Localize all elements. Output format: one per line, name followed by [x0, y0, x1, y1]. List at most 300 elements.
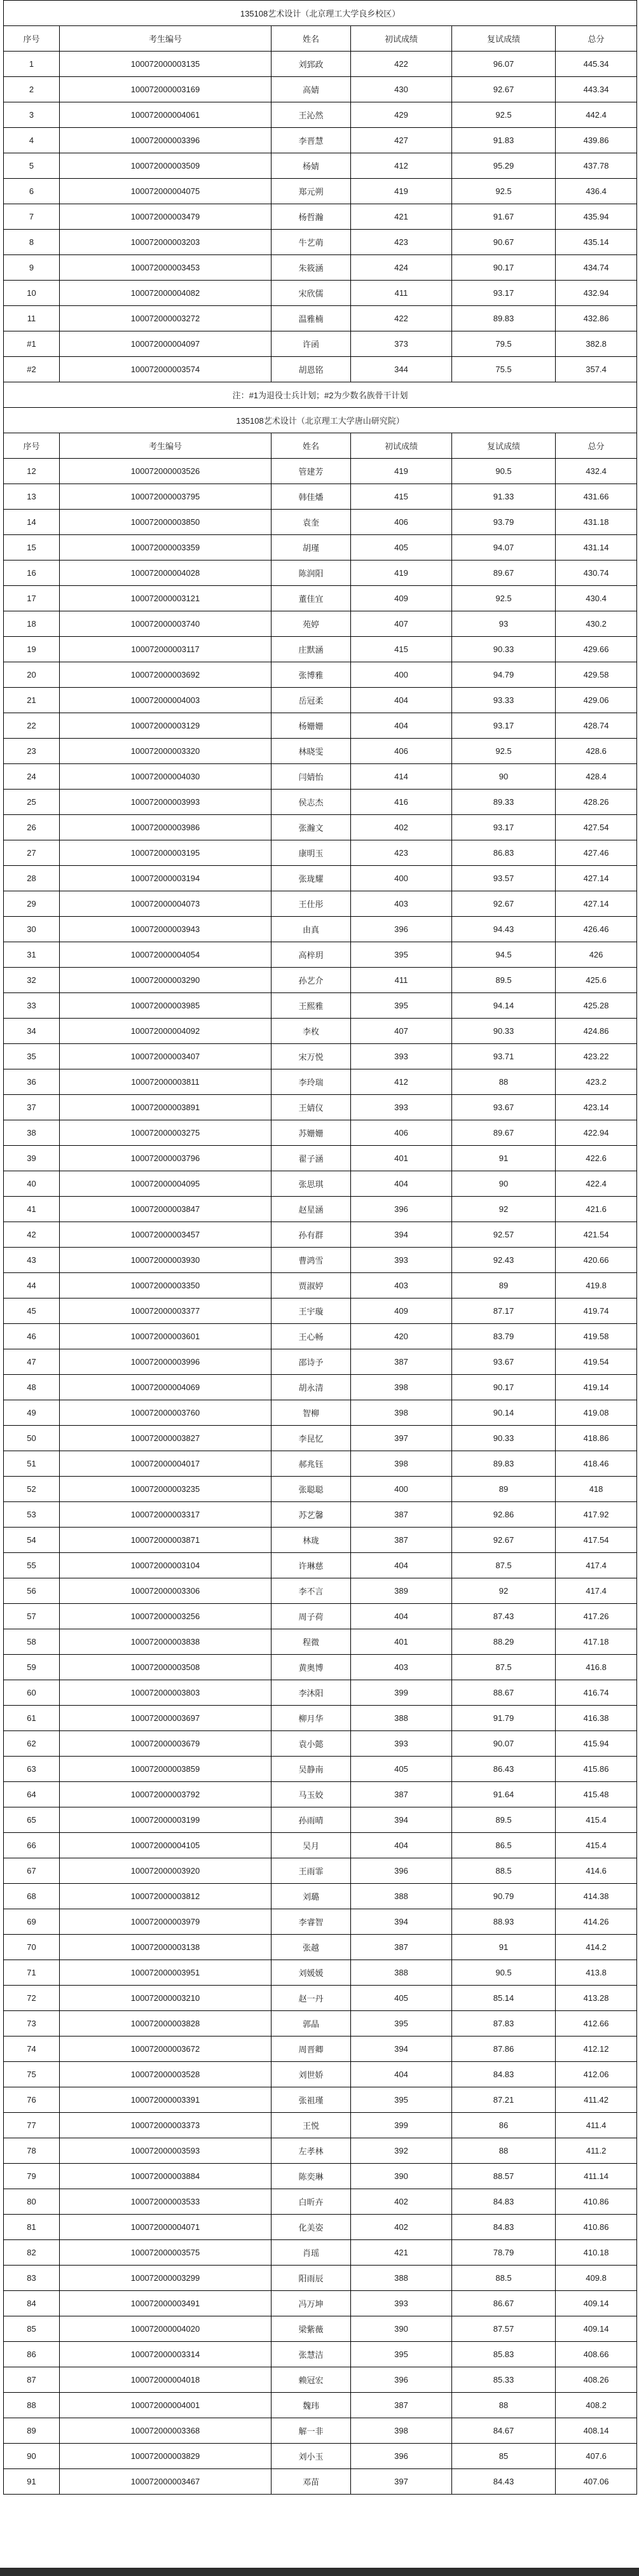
cell-name: 柳月华: [271, 1706, 351, 1731]
cell-retest-score: 89.83: [452, 1451, 556, 1477]
cell-candidate-id: 100072000004071: [60, 2215, 271, 2240]
cell-name: 袁小懿: [271, 1731, 351, 1757]
cell-serial: 65: [4, 1807, 60, 1833]
cell-retest-score: 90: [452, 764, 556, 790]
table-row: [4, 2062, 637, 2087]
cell-name: 陈奕琳: [271, 2164, 351, 2189]
cell-retest-score: 94.79: [452, 662, 556, 688]
cell-candidate-id: 100072000003199: [60, 1807, 271, 1833]
cell-total-score: 436.4: [556, 179, 637, 204]
cell-candidate-id: 100072000004017: [60, 1451, 271, 1477]
cell-total-score: 426: [556, 942, 637, 968]
cell-initial-score: 402: [351, 2189, 452, 2215]
cell-retest-score: 93.17: [452, 713, 556, 739]
cell-total-score: 415.4: [556, 1807, 637, 1833]
cell-name: 张珑耀: [271, 866, 351, 891]
table-row: [4, 255, 637, 281]
cell-serial: 26: [4, 815, 60, 840]
table-row: [4, 713, 637, 739]
cell-total-score: 414.6: [556, 1858, 637, 1884]
table-row: [4, 2087, 637, 2113]
cell-name: 陈润阳: [271, 560, 351, 586]
cell-total-score: 424.86: [556, 1019, 637, 1044]
cell-retest-score: 91.64: [452, 1782, 556, 1807]
cell-name: 牛艺萌: [271, 230, 351, 255]
cell-retest-score: 84.43: [452, 2469, 556, 2495]
table-row: [4, 1044, 637, 1069]
cell-name: 李沐阳: [271, 1680, 351, 1706]
cell-serial: 39: [4, 1146, 60, 1171]
table-row: [4, 1019, 637, 1044]
cell-initial-score: 401: [351, 1629, 452, 1655]
cell-initial-score: 421: [351, 204, 452, 230]
cell-candidate-id: 100072000003407: [60, 1044, 271, 1069]
cell-retest-score: 89.33: [452, 790, 556, 815]
cell-retest-score: 88: [452, 2138, 556, 2164]
cell-name: 张越: [271, 1935, 351, 1960]
cell-retest-score: 90.5: [452, 1960, 556, 1986]
cell-serial: 35: [4, 1044, 60, 1069]
cell-candidate-id: 100072000003194: [60, 866, 271, 891]
table-row: [4, 1375, 637, 1400]
cell-name: 宋欣儒: [271, 281, 351, 306]
cell-initial-score: 396: [351, 1197, 452, 1222]
cell-retest-score: 87.17: [452, 1298, 556, 1324]
cell-candidate-id: 100072000003373: [60, 2113, 271, 2138]
cell-name: 刘小玉: [271, 2444, 351, 2469]
cell-name: 林晓雯: [271, 739, 351, 764]
table-row: [4, 1655, 637, 1680]
cell-total-score: 411.42: [556, 2087, 637, 2113]
cell-candidate-id: 100072000003891: [60, 1095, 271, 1120]
cell-total-score: 412.66: [556, 2011, 637, 2036]
cell-total-score: 420.66: [556, 1248, 637, 1273]
table-row: [4, 764, 637, 790]
table-row: [4, 1757, 637, 1782]
cell-total-score: 427.14: [556, 866, 637, 891]
cell-initial-score: 423: [351, 840, 452, 866]
table-row: [4, 917, 637, 942]
cell-serial: 8: [4, 230, 60, 255]
cell-total-score: 408.2: [556, 2393, 637, 2418]
cell-retest-score: 93.71: [452, 1044, 556, 1069]
cell-name: 宋万悦: [271, 1044, 351, 1069]
cell-retest-score: 85: [452, 2444, 556, 2469]
cell-candidate-id: 100072000003884: [60, 2164, 271, 2189]
cell-initial-score: 404: [351, 1553, 452, 1578]
cell-retest-score: 91.79: [452, 1706, 556, 1731]
cell-total-score: 445.34: [556, 52, 637, 77]
table-row: [4, 2215, 637, 2240]
cell-candidate-id: 100072000003526: [60, 459, 271, 484]
cell-candidate-id: 100072000003299: [60, 2266, 271, 2291]
table-row: [4, 1680, 637, 1706]
cell-serial: #2: [4, 357, 60, 382]
cell-initial-score: 394: [351, 1222, 452, 1248]
cell-initial-score: 411: [351, 281, 452, 306]
cell-initial-score: 404: [351, 2062, 452, 2087]
cell-initial-score: 423: [351, 230, 452, 255]
cell-candidate-id: 100072000003574: [60, 357, 271, 382]
cell-candidate-id: 100072000003533: [60, 2189, 271, 2215]
table-row: [4, 1706, 637, 1731]
cell-total-score: 412.06: [556, 2062, 637, 2087]
cell-retest-score: 92.5: [452, 102, 556, 128]
cell-total-score: 416.8: [556, 1655, 637, 1680]
table-row: [4, 408, 637, 433]
cell-initial-score: 397: [351, 1426, 452, 1451]
cell-name: 马玉姣: [271, 1782, 351, 1807]
cell-total-score: 417.4: [556, 1578, 637, 1604]
cell-retest-score: 88.67: [452, 1680, 556, 1706]
cell-name: 张聪聪: [271, 1477, 351, 1502]
cell-initial-score: 393: [351, 1095, 452, 1120]
cell-initial-score: 393: [351, 1248, 452, 1273]
cell-retest-score: 92.57: [452, 1222, 556, 1248]
cell-initial-score: 415: [351, 637, 452, 662]
cell-serial: #1: [4, 331, 60, 357]
cell-name: 孙艺介: [271, 968, 351, 993]
table-row: [4, 1171, 637, 1197]
cell-retest-score: 91: [452, 1935, 556, 1960]
cell-serial: 12: [4, 459, 60, 484]
cell-candidate-id: 100072000003930: [60, 1248, 271, 1273]
cell-total-score: 430.2: [556, 611, 637, 637]
cell-serial: 46: [4, 1324, 60, 1349]
cell-candidate-id: 100072000003203: [60, 230, 271, 255]
cell-candidate-id: 100072000003996: [60, 1349, 271, 1375]
cell-serial: 51: [4, 1451, 60, 1477]
table-row: [4, 1298, 637, 1324]
cell-initial-score: 399: [351, 2113, 452, 2138]
cell-serial: 30: [4, 917, 60, 942]
table-row: [4, 2011, 637, 2036]
cell-retest-score: 90: [452, 1171, 556, 1197]
cell-initial-score: 400: [351, 1477, 452, 1502]
cell-name: 邓苗: [271, 2469, 351, 2495]
cell-candidate-id: 100072000003368: [60, 2418, 271, 2444]
cell-name: 袁奎: [271, 510, 351, 535]
cell-initial-score: 387: [351, 1528, 452, 1553]
cell-candidate-id: 100072000003986: [60, 815, 271, 840]
cell-initial-score: 404: [351, 1604, 452, 1629]
cell-initial-score: 420: [351, 1324, 452, 1349]
cell-serial: 31: [4, 942, 60, 968]
cell-serial: 66: [4, 1833, 60, 1858]
table-row: [4, 662, 637, 688]
cell-name: 李枚: [271, 1019, 351, 1044]
cell-initial-score: 387: [351, 1935, 452, 1960]
table-row: [4, 1884, 637, 1909]
cell-retest-score: 86.5: [452, 1833, 556, 1858]
cell-initial-score: 424: [351, 255, 452, 281]
cell-retest-score: 85.33: [452, 2367, 556, 2393]
cell-total-score: 408.66: [556, 2342, 637, 2367]
cell-candidate-id: 100072000003601: [60, 1324, 271, 1349]
cell-total-score: 417.26: [556, 1604, 637, 1629]
cell-total-score: 409.8: [556, 2266, 637, 2291]
bottom-taskbar: [0, 2568, 639, 2576]
column-header: 姓名: [271, 26, 351, 52]
cell-name: 吴月: [271, 1833, 351, 1858]
cell-total-score: 408.26: [556, 2367, 637, 2393]
cell-serial: 37: [4, 1095, 60, 1120]
cell-name: 苑婷: [271, 611, 351, 637]
cell-name: 魏玮: [271, 2393, 351, 2418]
cell-serial: 20: [4, 662, 60, 688]
cell-total-score: 410.18: [556, 2240, 637, 2266]
cell-candidate-id: 100072000003275: [60, 1120, 271, 1146]
cell-initial-score: 403: [351, 1655, 452, 1680]
column-header: 姓名: [271, 433, 351, 459]
cell-total-score: 417.92: [556, 1502, 637, 1528]
cell-serial: 33: [4, 993, 60, 1019]
cell-serial: 84: [4, 2291, 60, 2316]
cell-initial-score: 427: [351, 128, 452, 153]
cell-name: 周子荷: [271, 1604, 351, 1629]
table-row: [4, 1528, 637, 1553]
cell-serial: 72: [4, 1986, 60, 2011]
cell-total-score: 419.54: [556, 1349, 637, 1375]
cell-initial-score: 373: [351, 331, 452, 357]
cell-name: 王沁然: [271, 102, 351, 128]
table-row: [4, 1629, 637, 1655]
cell-candidate-id: 100072000004028: [60, 560, 271, 586]
cell-serial: 49: [4, 1400, 60, 1426]
cell-candidate-id: 100072000004105: [60, 1833, 271, 1858]
table-row: [4, 2113, 637, 2138]
cell-retest-score: 94.14: [452, 993, 556, 1019]
cell-name: 张祖瑾: [271, 2087, 351, 2113]
table-row: [4, 128, 637, 153]
cell-total-score: 417.4: [556, 1553, 637, 1578]
cell-retest-score: 93.57: [452, 866, 556, 891]
cell-name: 阳雨辰: [271, 2266, 351, 2291]
cell-initial-score: 390: [351, 2164, 452, 2189]
cell-name: 肖瑶: [271, 2240, 351, 2266]
cell-serial: 55: [4, 1553, 60, 1578]
cell-serial: 25: [4, 790, 60, 815]
cell-initial-score: 387: [351, 1349, 452, 1375]
cell-serial: 3: [4, 102, 60, 128]
cell-total-score: 415.4: [556, 1833, 637, 1858]
cell-candidate-id: 100072000003740: [60, 611, 271, 637]
cell-candidate-id: 100072000003827: [60, 1426, 271, 1451]
cell-retest-score: 89.67: [452, 560, 556, 586]
table-row: [4, 2367, 637, 2393]
table-row: [4, 153, 637, 179]
cell-serial: 18: [4, 611, 60, 637]
cell-total-score: 426.46: [556, 917, 637, 942]
cell-candidate-id: 100072000003871: [60, 1528, 271, 1553]
cell-name: 梁紫薇: [271, 2316, 351, 2342]
table-row: [4, 2240, 637, 2266]
cell-total-score: 434.74: [556, 255, 637, 281]
cell-retest-score: 91.67: [452, 204, 556, 230]
cell-initial-score: 412: [351, 1069, 452, 1095]
cell-candidate-id: 100072000003679: [60, 1731, 271, 1757]
cell-initial-score: 388: [351, 2266, 452, 2291]
cell-total-score: 423.22: [556, 1044, 637, 1069]
cell-total-score: 382.8: [556, 331, 637, 357]
table-row: [4, 1197, 637, 1222]
cell-candidate-id: 100072000003985: [60, 993, 271, 1019]
cell-total-score: 419.74: [556, 1298, 637, 1324]
cell-retest-score: 85.14: [452, 1986, 556, 2011]
table-row: [4, 1578, 637, 1604]
cell-candidate-id: 100072000004082: [60, 281, 271, 306]
cell-initial-score: 402: [351, 2215, 452, 2240]
table-row: [4, 993, 637, 1019]
cell-retest-score: 87.43: [452, 1604, 556, 1629]
cell-serial: 27: [4, 840, 60, 866]
cell-initial-score: 396: [351, 2367, 452, 2393]
table-row: [4, 357, 637, 382]
cell-total-score: 422.4: [556, 1171, 637, 1197]
cell-total-score: 419.14: [556, 1375, 637, 1400]
cell-serial: 23: [4, 739, 60, 764]
cell-serial: 88: [4, 2393, 60, 2418]
cell-retest-score: 93.17: [452, 815, 556, 840]
cell-total-score: 429.66: [556, 637, 637, 662]
cell-candidate-id: 100072000003117: [60, 637, 271, 662]
cell-retest-score: 92: [452, 1578, 556, 1604]
table-row: [4, 1935, 637, 1960]
cell-serial: 15: [4, 535, 60, 560]
cell-serial: 89: [4, 2418, 60, 2444]
cell-total-score: 428.74: [556, 713, 637, 739]
cell-retest-score: 92.43: [452, 1248, 556, 1273]
cell-name: 李不言: [271, 1578, 351, 1604]
cell-retest-score: 79.5: [452, 331, 556, 357]
cell-name: 赖冠宏: [271, 2367, 351, 2393]
cell-total-score: 419.58: [556, 1324, 637, 1349]
cell-retest-score: 92.67: [452, 77, 556, 102]
cell-initial-score: 393: [351, 1731, 452, 1757]
table-row: [4, 484, 637, 510]
cell-serial: 52: [4, 1477, 60, 1502]
cell-serial: 41: [4, 1197, 60, 1222]
table-row: [4, 1833, 637, 1858]
cell-retest-score: 89.5: [452, 968, 556, 993]
cell-candidate-id: 100072000003796: [60, 1146, 271, 1171]
cell-retest-score: 93.67: [452, 1349, 556, 1375]
cell-candidate-id: 100072000003129: [60, 713, 271, 739]
table-row: [4, 1502, 637, 1528]
cell-name: 李晋慧: [271, 128, 351, 153]
cell-total-score: 357.4: [556, 357, 637, 382]
cell-initial-score: 404: [351, 1171, 452, 1197]
cell-total-score: 408.14: [556, 2418, 637, 2444]
column-header: 序号: [4, 26, 60, 52]
cell-candidate-id: 100072000003396: [60, 128, 271, 153]
cell-retest-score: 92.67: [452, 1528, 556, 1553]
cell-total-score: 427.54: [556, 815, 637, 840]
cell-name: 化美姿: [271, 2215, 351, 2240]
cell-candidate-id: 100072000003951: [60, 1960, 271, 1986]
cell-initial-score: 395: [351, 2011, 452, 2036]
table-row: [4, 637, 637, 662]
cell-initial-score: 430: [351, 77, 452, 102]
cell-candidate-id: 100072000003993: [60, 790, 271, 815]
cell-serial: 75: [4, 2062, 60, 2087]
cell-total-score: 407.6: [556, 2444, 637, 2469]
cell-candidate-id: 100072000003317: [60, 1502, 271, 1528]
cell-initial-score: 395: [351, 2342, 452, 2367]
cell-total-score: 431.14: [556, 535, 637, 560]
column-header: 考生编号: [60, 433, 271, 459]
cell-name: 孙雨晴: [271, 1807, 351, 1833]
cell-serial: 80: [4, 2189, 60, 2215]
cell-name: 冯万坤: [271, 2291, 351, 2316]
table-row: [4, 102, 637, 128]
cell-total-score: 428.26: [556, 790, 637, 815]
cell-total-score: 416.38: [556, 1706, 637, 1731]
cell-candidate-id: 100072000004092: [60, 1019, 271, 1044]
table-row: [4, 688, 637, 713]
cell-retest-score: 86: [452, 2113, 556, 2138]
cell-retest-score: 75.5: [452, 357, 556, 382]
cell-name: 郭晶: [271, 2011, 351, 2036]
cell-total-score: 422.6: [556, 1146, 637, 1171]
cell-name: 贾淑婷: [271, 1273, 351, 1298]
table-row: [4, 1553, 637, 1578]
column-header: 复试成绩: [452, 433, 556, 459]
cell-serial: 11: [4, 306, 60, 331]
cell-total-score: 413.8: [556, 1960, 637, 1986]
table-row: [4, 382, 637, 408]
cell-name: 岳冠柔: [271, 688, 351, 713]
cell-name: 高婧: [271, 77, 351, 102]
cell-serial: 42: [4, 1222, 60, 1248]
cell-total-score: 431.66: [556, 484, 637, 510]
cell-initial-score: 393: [351, 2291, 452, 2316]
table-row: [4, 1324, 637, 1349]
cell-retest-score: 90.33: [452, 1019, 556, 1044]
cell-name: 张思琪: [271, 1171, 351, 1197]
cell-retest-score: 88: [452, 2393, 556, 2418]
cell-total-score: 413.28: [556, 1986, 637, 2011]
cell-retest-score: 84.83: [452, 2062, 556, 2087]
cell-retest-score: 89.83: [452, 306, 556, 331]
cell-candidate-id: 100072000004030: [60, 764, 271, 790]
cell-total-score: 418.86: [556, 1426, 637, 1451]
table-row: [4, 510, 637, 535]
cell-retest-score: 89: [452, 1273, 556, 1298]
cell-total-score: 411.4: [556, 2113, 637, 2138]
cell-initial-score: 390: [351, 2316, 452, 2342]
table-row: [4, 942, 637, 968]
cell-name: 许函: [271, 331, 351, 357]
cell-total-score: 417.18: [556, 1629, 637, 1655]
cell-initial-score: 388: [351, 1706, 452, 1731]
cell-candidate-id: 100072000003138: [60, 1935, 271, 1960]
cell-total-score: 410.86: [556, 2215, 637, 2240]
cell-candidate-id: 100072000003828: [60, 2011, 271, 2036]
table-row: [4, 611, 637, 637]
cell-retest-score: 90.79: [452, 1884, 556, 1909]
table-row: [4, 1120, 637, 1146]
table-row: [4, 1222, 637, 1248]
cell-retest-score: 90.07: [452, 1731, 556, 1757]
cell-retest-score: 90.14: [452, 1400, 556, 1426]
cell-total-score: 416.74: [556, 1680, 637, 1706]
cell-name: 朱筱涵: [271, 255, 351, 281]
cell-retest-score: 90.67: [452, 230, 556, 255]
cell-initial-score: 395: [351, 942, 452, 968]
cell-candidate-id: 100072000003859: [60, 1757, 271, 1782]
cell-serial: 7: [4, 204, 60, 230]
